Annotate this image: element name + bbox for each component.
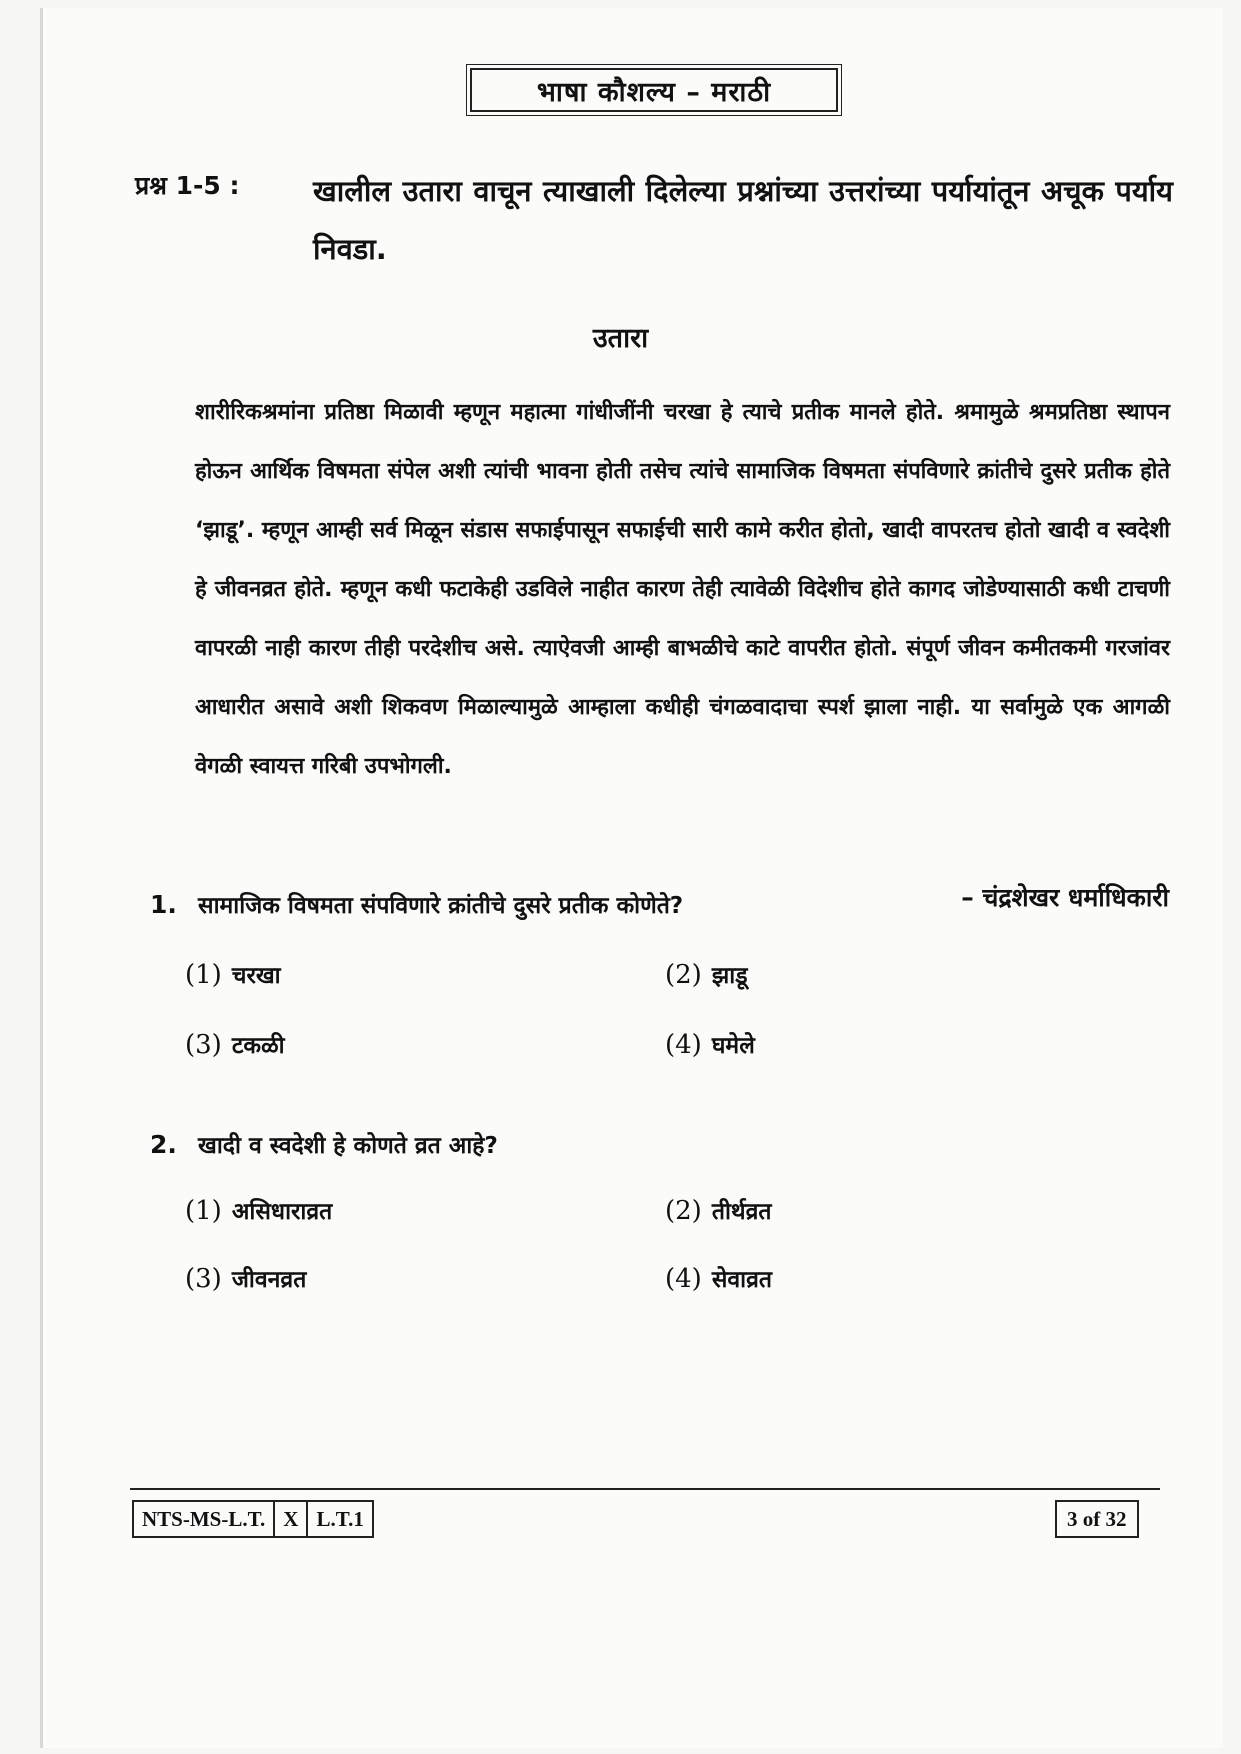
passage-text: शारीरिकश्रमांना प्रतिष्ठा मिळावी म्हणून महात्मा गांधीजींनी चरखा हे त्याचे प्रतीक मानले होते. श्रमामुळे श्रमप्रतिष्ठा स्थापन होऊन आर्थिक विषमता संपेल अशी त्यांची भावना होती तसेच त्यांचे सामाजिक विषमता संपविणारे क्रांतीचे दुसरे प्रतीक होते ‘झाडू’. म्हणून आम्ही सर्व मिळून संडास सफाईपासून सफाईची सारी कामे करीत होतो, खादी वापरतच होतो खादी व स्वदेशी हे जीवनव्रत होते. म्हणून कधी फटाकेही उडविले नाहीत कारण तेही त्यावेळी विदेशीच होते कागद जोडेण्यासाठी कधी टाचणी वापरळी नाही कारण तीही परदेशीच असे. त्याऐवजी आम्ही बाभळीचे काटे वापरीत होतो. संपूर्ण जीवन कमीतकमी गरजांवर आधारीत असावे अशी शिकवण मिळाल्यामुळे आम्हाला कधीही चंगळवादाचा स्पर्श झाला नाही. या सर्वामुळे एक आगळी वेगळी स्वायत्त गरिबी उपभोगली. <box>195 400 1170 779</box>
option-text: झाडू <box>711 963 748 989</box>
footer-code-test: L.T.1 <box>316 1506 364 1531</box>
option-text: टकळी <box>231 1033 285 1059</box>
question-number: 2. <box>150 1130 177 1159</box>
question-2-option-1[interactable] <box>185 1194 332 1226</box>
question-text: सामाजिक विषमता संपविणारे क्रांतीचे दुसरे प्रतीक कोणेते? <box>198 893 684 919</box>
footer-code-class: X <box>275 1502 308 1536</box>
option-number: (4) <box>665 1264 702 1294</box>
question-1-option-4[interactable] <box>665 1028 755 1060</box>
question-2-option-3[interactable] <box>185 1262 306 1294</box>
instruction-text: खालील उतारा वाचून त्याखाली दिलेल्या प्रश्नांच्या उत्तरांच्या पर्यायांतून अचूक पर्याय निवडा. <box>313 174 1173 266</box>
question-1-option-1[interactable] <box>185 958 281 990</box>
footer-divider <box>130 1488 1160 1490</box>
passage-author: – चंद्रशेखर धर्माधिकारी <box>961 883 1169 912</box>
question-1-option-3[interactable] <box>185 1028 285 1060</box>
section-title: भाषा कौशल्य – मराठी <box>470 68 838 112</box>
option-number: (2) <box>665 1196 702 1226</box>
option-number: (4) <box>665 1030 702 1060</box>
option-number: (2) <box>665 960 702 990</box>
question-1-option-2[interactable] <box>665 958 748 990</box>
option-text: तीर्थव्रत <box>711 1199 772 1225</box>
option-number: (1) <box>185 960 222 990</box>
question-1 <box>150 888 683 920</box>
option-number: (3) <box>185 1264 222 1294</box>
question-2 <box>150 1128 498 1160</box>
option-text: सेवाव्रत <box>711 1267 773 1293</box>
option-text: जीवनव्रत <box>231 1267 307 1293</box>
option-number: (1) <box>185 1196 222 1226</box>
question-range-label: प्रश्न 1-5 : <box>135 171 240 200</box>
passage-title: उतारा <box>592 323 649 354</box>
footer-paper-code <box>132 1500 374 1538</box>
question-text: खादी व स्वदेशी हे कोणते व्रत आहे? <box>198 1133 498 1159</box>
question-2-option-4[interactable] <box>665 1262 772 1294</box>
option-number: (3) <box>185 1030 222 1060</box>
page-number: 3 of 32 <box>1055 1500 1139 1538</box>
option-text: चरखा <box>231 963 281 989</box>
question-2-option-2[interactable] <box>665 1194 772 1226</box>
footer-code-series: NTS-MS-L.T. <box>134 1502 275 1536</box>
option-text: घमेले <box>711 1033 755 1059</box>
question-number: 1. <box>150 890 177 919</box>
option-text: असिधाराव्रत <box>231 1199 333 1225</box>
